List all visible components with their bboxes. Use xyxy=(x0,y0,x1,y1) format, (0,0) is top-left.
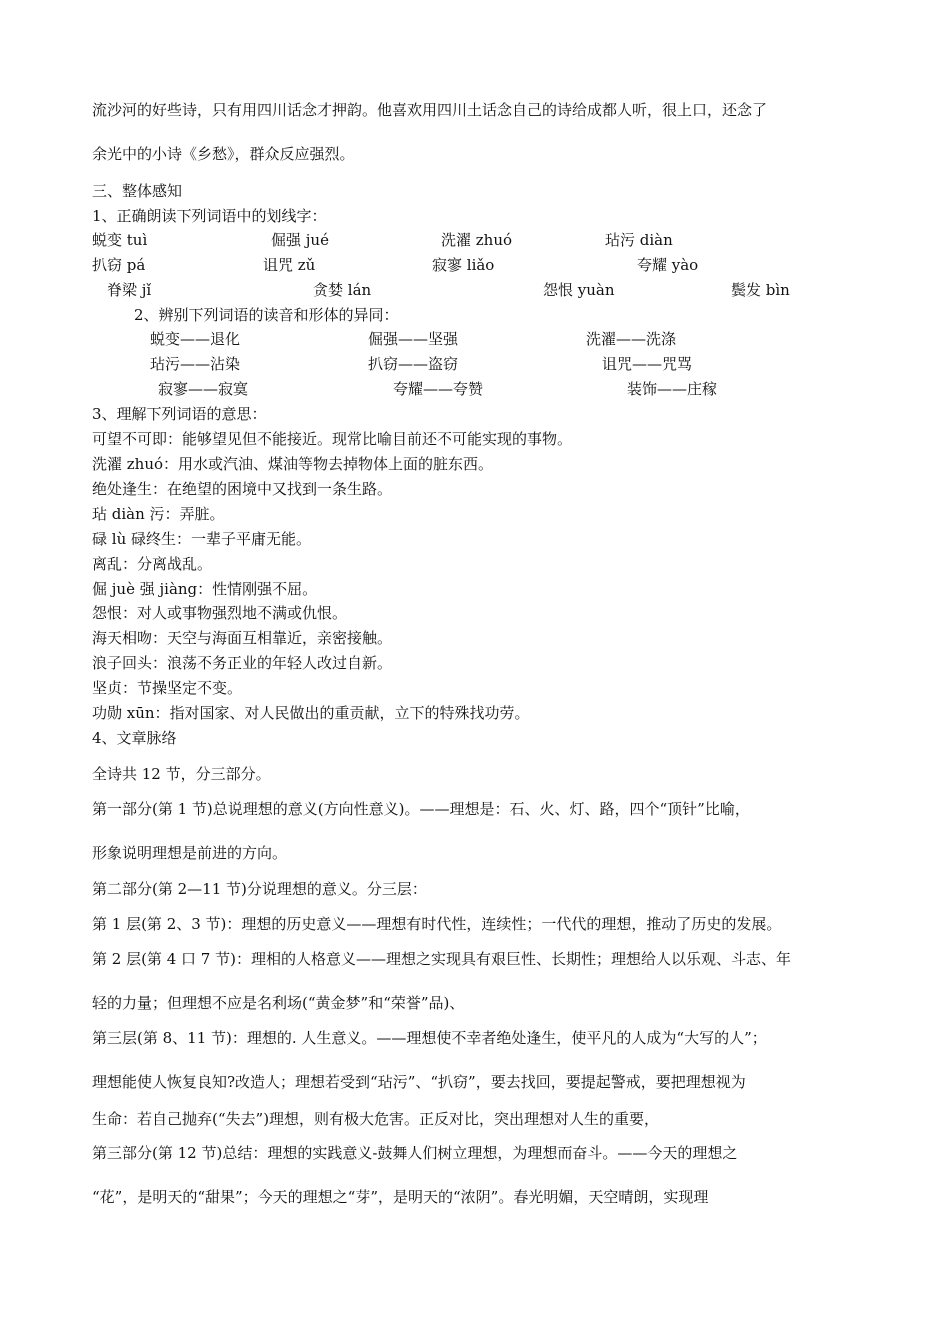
s1-word: 洗濯 zhuó xyxy=(441,231,513,249)
s4-line: 轻的力量；但理想不应是名利场(“黄金梦”和“荣誉”品)、 xyxy=(92,994,465,1012)
s4-line: 理想能使人恢复良知?改造人；理想若受到“玷污”、“扒窃”，要去找回，要提起警戒，要把理想视为 xyxy=(92,1073,746,1091)
s3-item: 可望不可即：能够望见但不能接近。现常比喻目前还不可能实现的事物。 xyxy=(92,430,573,448)
s4-line: 全诗共 12 节，分三部分。 xyxy=(92,765,271,783)
section-heading: 三、整体感知 xyxy=(92,182,183,200)
s2-pair: 玷污——沾染 xyxy=(150,355,241,373)
s1-word: 扒窃 pá xyxy=(92,256,146,274)
s3-item: 海天相吻：天空与海面互相靠近，亲密接触。 xyxy=(92,629,393,647)
s4-line: 第三层(第 8、11 节)：理想的. 人生意义。——理想使不幸者绝处逢生，使平凡的人成为“大写的人”； xyxy=(92,1029,767,1047)
s3-item: 坚贞：节操坚定不变。 xyxy=(92,679,243,697)
s3-item: 怨恨：对人或事物强烈地不满或仇恨。 xyxy=(92,604,348,622)
s2-pair: 蜕变——退化 xyxy=(150,330,241,348)
s2-pair: 装饰——庄稼 xyxy=(627,380,718,398)
s2-pair: 寂寥——寂寞 xyxy=(158,380,249,398)
s1-word: 倔强 jué xyxy=(271,231,329,249)
s2-pair: 扒窃——盗窃 xyxy=(368,355,459,373)
s3-item: 碌 lù 碌终生：一辈子平庸无能。 xyxy=(92,530,311,548)
s4-line: “花”，是明天的“甜果”；今天的理想之“芽”，是明天的“浓阴”。春光明媚，天空晴朗，实现理 xyxy=(92,1188,709,1206)
s3-item: 功勋 xūn：指对国家、对人民做出的重贡献，立下的特殊找功劳。 xyxy=(92,704,530,722)
s4-line: 第三部分(第 12 节)总结：理想的实践意义-鼓舞人们树立理想，为理想而奋斗。——今天的理想之 xyxy=(92,1144,738,1162)
intro-line-2: 余光中的小诗《乡愁》，群众反应强烈。 xyxy=(92,145,355,163)
s3-item: 绝处逢生：在绝望的困境中又找到一条生路。 xyxy=(92,480,393,498)
intro-line-1: 流沙河的好些诗，只有用四川话念才押韵。他喜欢用四川土话念自己的诗给成都人听，很上口，还念了 xyxy=(92,101,768,119)
s1-heading: 1、正确朗读下列词语中的划线字： xyxy=(92,207,327,225)
s3-item: 玷 diàn 污：弄脏。 xyxy=(92,505,225,523)
s3-item: 离乱：分离战乱。 xyxy=(92,555,213,573)
s4-heading: 4、文章脉络 xyxy=(92,729,177,747)
s4-line: 第一部分(第 1 节)总说理想的意义(方向性意义)。——理想是：石、火、灯、路，四个“顶针”比喻， xyxy=(92,800,750,818)
s4-line: 生命：若自己抛弃(“失去”)理想，则有极大危害。正反对比，突出理想对人生的重要， xyxy=(92,1110,660,1128)
s4-line: 形象说明理想是前进的方向。 xyxy=(92,844,288,862)
s1-word: 寂寥 liǎo xyxy=(432,256,495,274)
s2-pair: 倔强——坚强 xyxy=(368,330,459,348)
s1-word: 脊梁 jǐ xyxy=(107,281,152,299)
s2-pair: 诅咒——咒骂 xyxy=(602,355,693,373)
s3-item: 浪子回头：浪荡不务正业的年轻人改过自新。 xyxy=(92,654,393,672)
s1-word: 鬓发 bìn xyxy=(731,281,790,299)
s3-heading: 3、理解下列词语的意思： xyxy=(92,405,267,423)
s1-word: 诅咒 zǔ xyxy=(263,256,316,274)
s4-line: 第 2 层(第 4 口 7 节)：理相的人格意义——理想之实现具有艰巨性、长期性；理想给人以乐观、斗志、年 xyxy=(92,950,791,968)
s1-word: 夸耀 yào xyxy=(637,256,699,274)
s1-word: 蜕变 tuì xyxy=(92,231,148,249)
s4-line: 第二部分(第 2—11 节)分说理想的意义。分三层： xyxy=(92,880,427,898)
s1-word: 贪婪 lán xyxy=(313,281,372,299)
s1-word: 怨恨 yuàn xyxy=(543,281,615,299)
s1-word: 玷污 diàn xyxy=(605,231,673,249)
s4-line: 第 1 层(第 2、3 节)：理想的历史意义——理想有时代性，连续性；一代代的理想，推动了历史的发展。 xyxy=(92,915,782,933)
s3-item: 倔 juè 强 jiàng：性情刚强不屈。 xyxy=(92,580,318,598)
s2-pair: 洗濯——洗涤 xyxy=(586,330,677,348)
s2-heading: 2、辨别下列词语的读音和形体的异同： xyxy=(134,306,399,324)
s3-item: 洗濯 zhuó：用水或汽油、煤油等物去掉物体上面的脏东西。 xyxy=(92,455,494,473)
s2-pair: 夸耀——夸赞 xyxy=(393,380,484,398)
